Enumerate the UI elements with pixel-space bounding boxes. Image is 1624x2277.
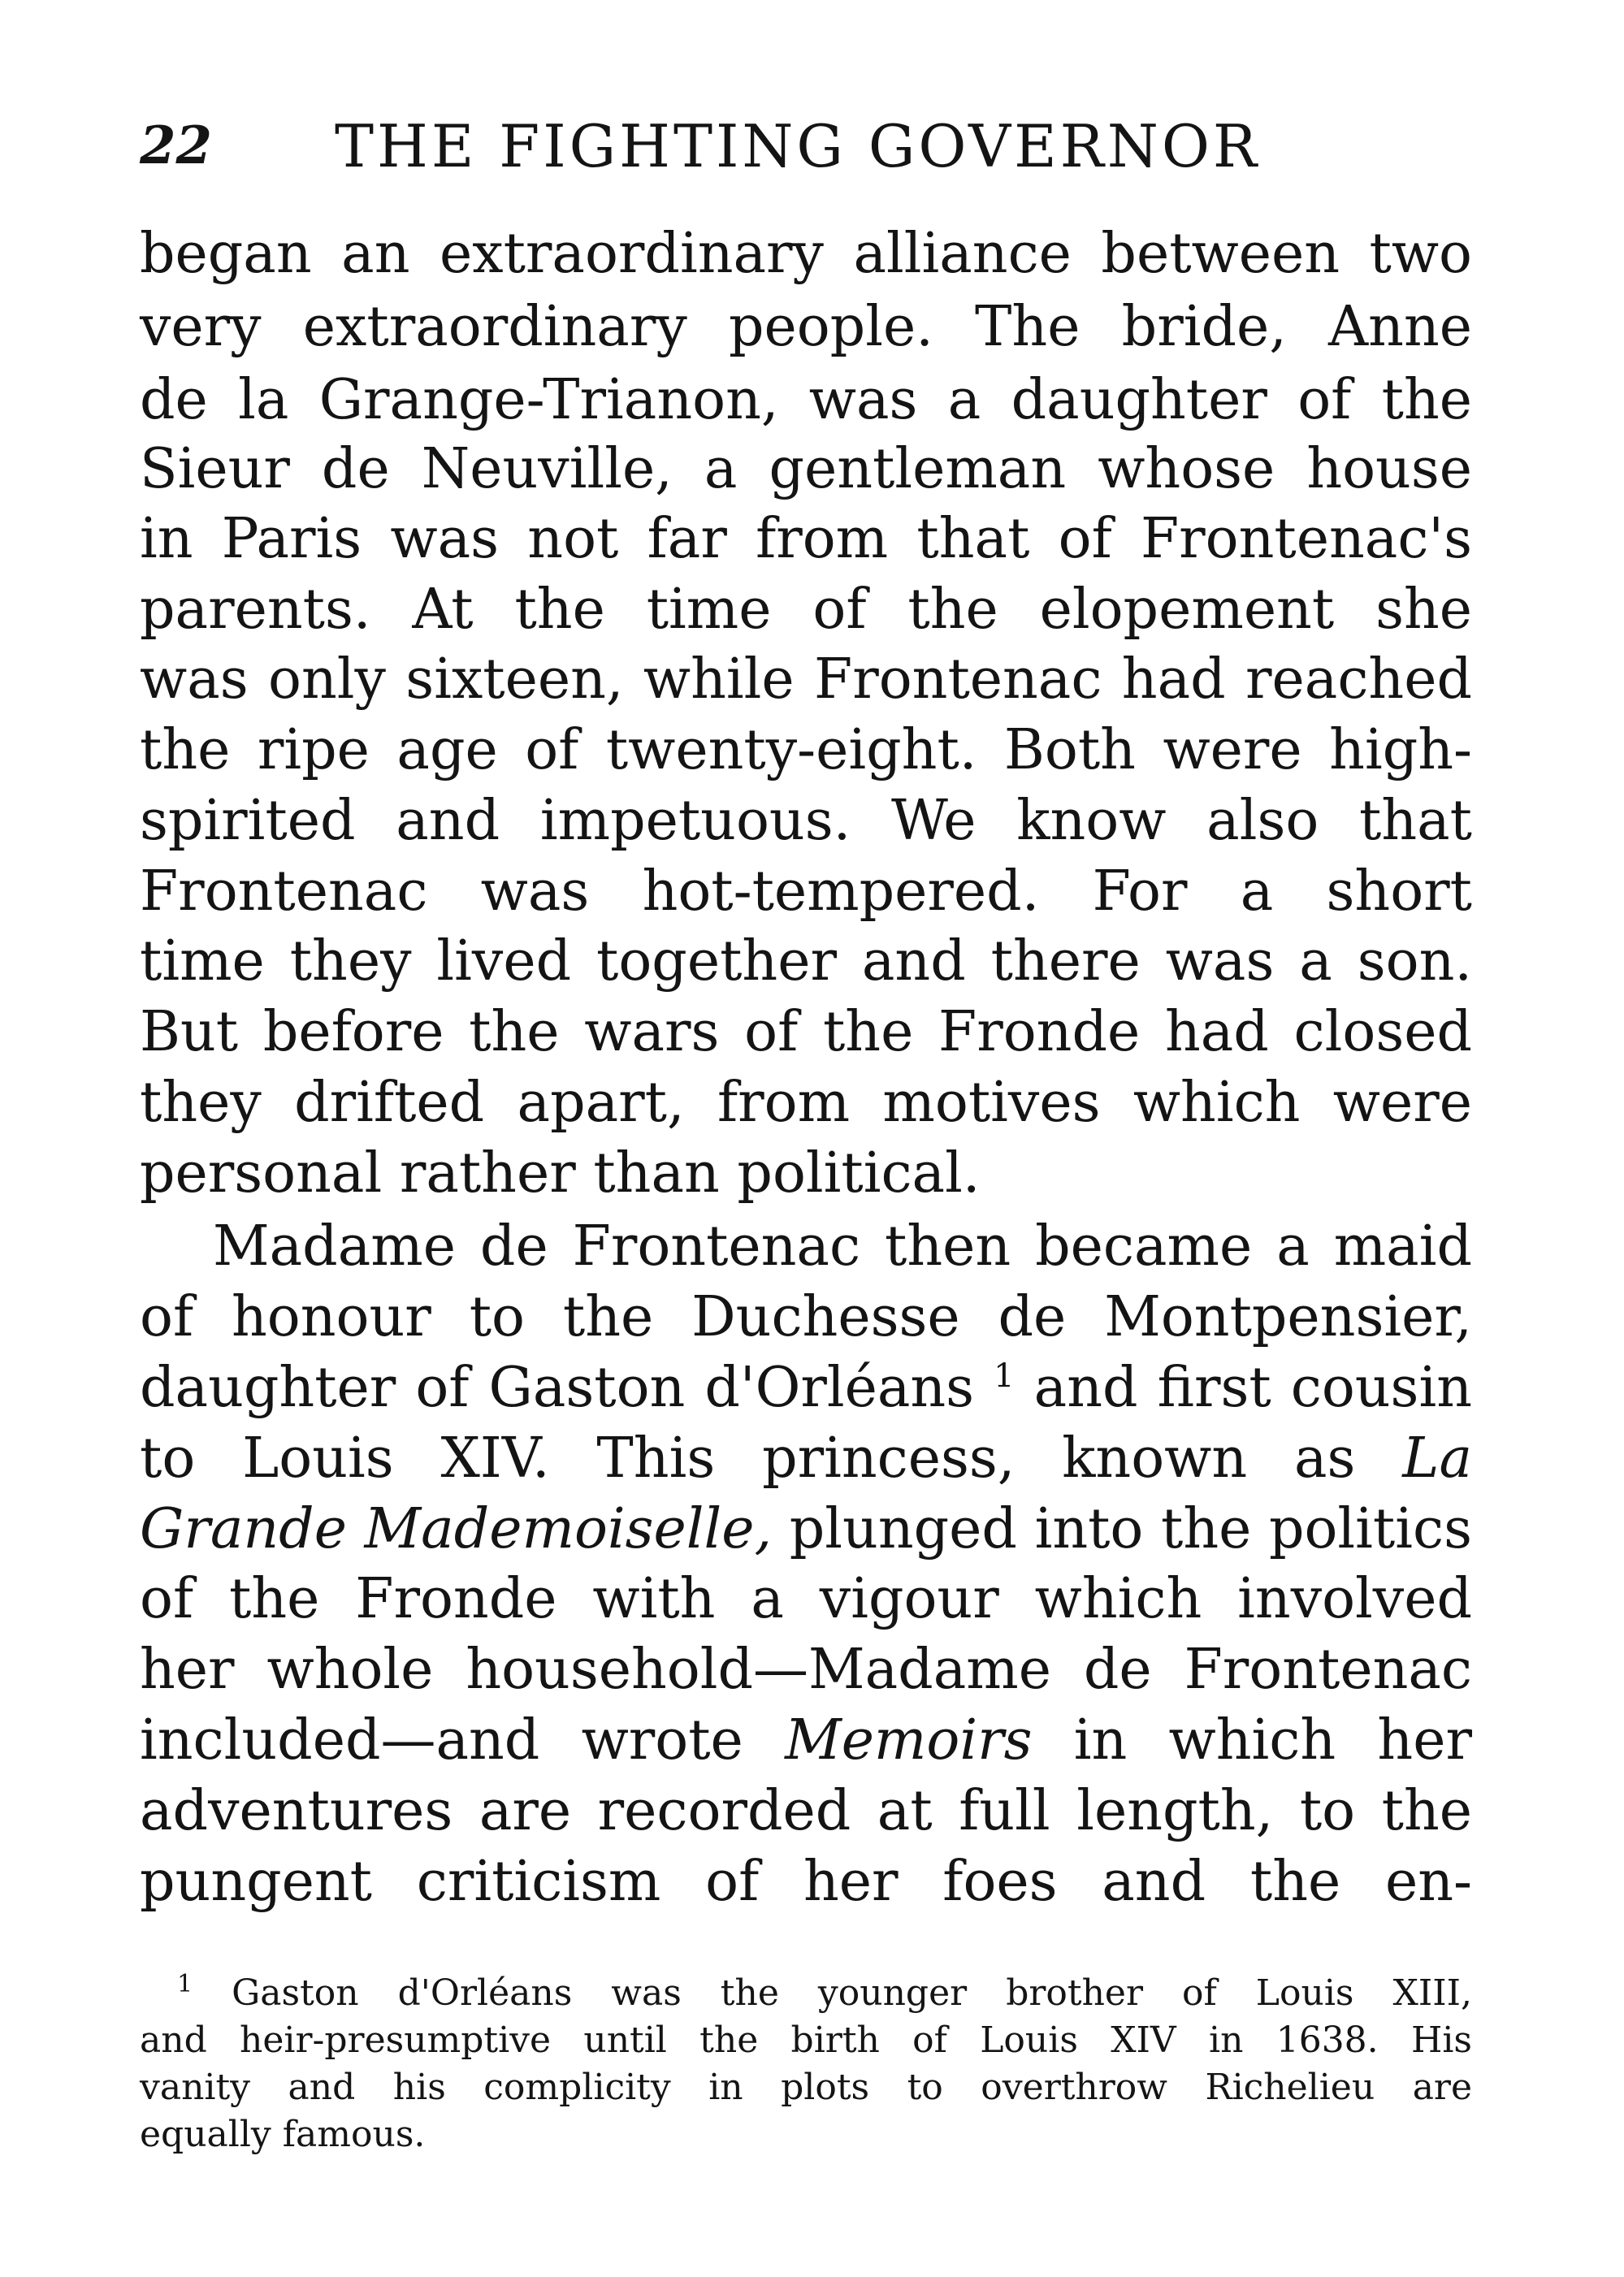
text-segment: plunged into the politics bbox=[789, 1497, 1472, 1561]
text-segment: included—and wrote bbox=[140, 1708, 743, 1773]
text-line: Sieur de Neuville, a gentleman whose house bbox=[140, 437, 1472, 501]
italic-title: Memoirs bbox=[785, 1708, 1033, 1773]
italic-title: Grande Mademoiselle, bbox=[140, 1497, 773, 1561]
text-line: parents. At the time of the elopement she bbox=[140, 578, 1472, 642]
text-line: pungent criticism of her foes and the en- bbox=[140, 1850, 1472, 1914]
text-line: her whole household—Madame de Frontenac bbox=[140, 1638, 1472, 1702]
text-line bbox=[140, 1426, 1472, 1491]
footnote-reference: 1 bbox=[994, 1357, 1015, 1395]
text-line: was only sixteen, while Frontenac had reached bbox=[140, 647, 1472, 712]
text-line: But before the wars of the Fronde had closed bbox=[140, 1000, 1472, 1064]
text-segment: daughter of Gaston d'Orléans bbox=[140, 1356, 975, 1420]
text-line bbox=[140, 1708, 1472, 1773]
text-line: they drifted apart, from motives which were bbox=[140, 1071, 1472, 1135]
text-segment: Gaston d'Orléans was the younger brother of Louis XIII, bbox=[232, 1972, 1472, 2014]
page-number: 22 bbox=[140, 115, 213, 176]
text-line: Madame de Frontenac then became a maid bbox=[213, 1214, 1472, 1279]
text-segment: in which her bbox=[1073, 1708, 1472, 1773]
text-segment: to Louis XIV. This princess, known as bbox=[140, 1426, 1356, 1491]
text-line: very extraordinary people. The bride, Anne bbox=[140, 295, 1472, 359]
italic-title: La bbox=[1402, 1426, 1472, 1491]
running-title: THE FIGHTING GOVERNOR bbox=[335, 112, 1261, 180]
text-line: began an extraordinary alliance between two bbox=[140, 222, 1472, 286]
text-line: in Paris was not far from that of Frontenac's bbox=[140, 507, 1472, 571]
text-line bbox=[140, 1497, 1472, 1562]
footnote-line: and heir-presumptive until the birth of Louis XIV in 1638. His bbox=[140, 2019, 1472, 2061]
footnote-line bbox=[177, 1972, 1472, 2015]
text-line: of honour to the Duchesse de Montpensier, bbox=[140, 1285, 1472, 1349]
text-line: de la Grange-Trianon, was a daughter of the bbox=[140, 368, 1472, 432]
text-line: personal rather than political. bbox=[140, 1141, 981, 1206]
footnote-line: equally famous. bbox=[140, 2114, 426, 2155]
text-segment: and first cousin bbox=[1033, 1356, 1472, 1420]
text-line: adventures are recorded at full length, to the bbox=[140, 1779, 1472, 1843]
text-line: of the Fronde with a vigour which involved bbox=[140, 1567, 1472, 1631]
text-line: Frontenac was hot-tempered. For a short bbox=[140, 859, 1472, 924]
footnote-line: vanity and his complicity in plots to overthrow Richelieu are bbox=[140, 2067, 1472, 2108]
footnote-mark: 1 bbox=[177, 1970, 193, 1998]
page-header bbox=[140, 106, 1472, 187]
text-line: time they lived together and there was a son. bbox=[140, 929, 1472, 993]
text-line bbox=[140, 1356, 1472, 1421]
text-line: the ripe age of twenty-eight. Both were high- bbox=[140, 718, 1472, 782]
text-line: spirited and impetuous. We know also that bbox=[140, 789, 1472, 853]
